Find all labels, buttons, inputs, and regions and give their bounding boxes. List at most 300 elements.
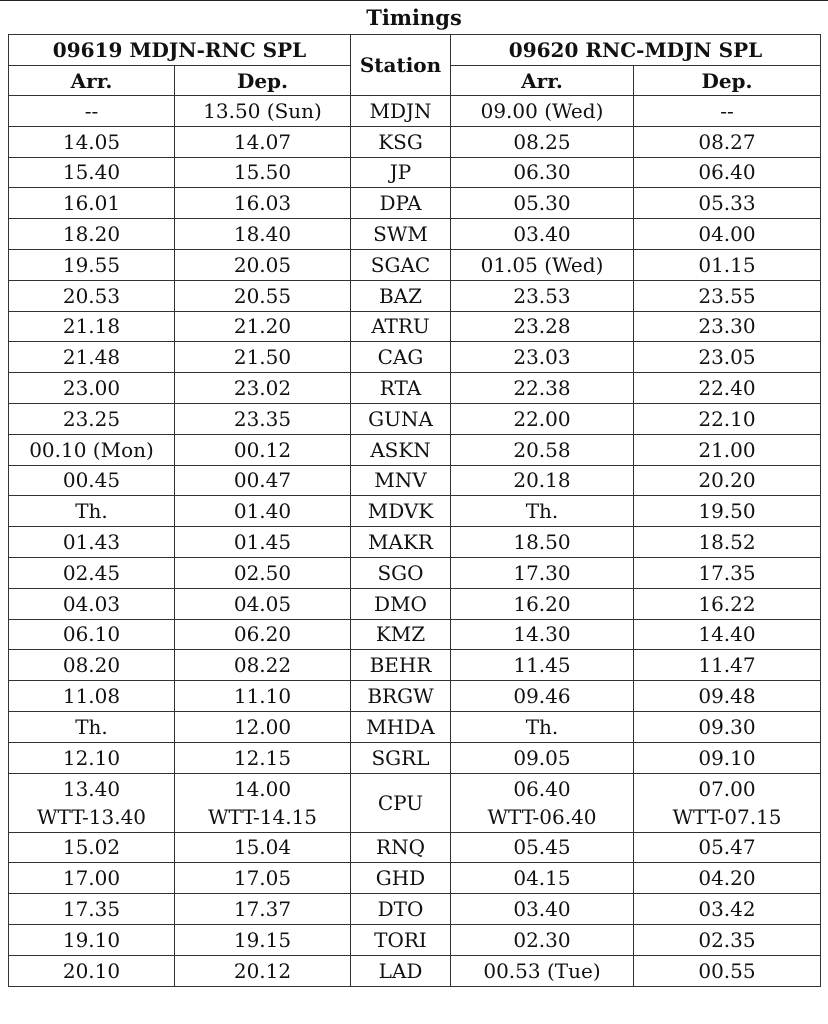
table-row [9,280,821,311]
table-row [9,832,821,863]
table-row [9,924,821,955]
up-arrival-cell [9,924,175,955]
station-cell [351,742,451,773]
station-cell-text: MHDA [366,714,435,739]
down-arrival-cell [451,832,634,863]
up-departure-cell-text: 14.07 [233,129,292,154]
down-departure-cell [634,249,821,280]
up-arrival-cell-text: 01.43 [62,530,121,555]
up-departure-cell [175,126,351,157]
down-departure-cell [634,681,821,712]
up-departure-cell-text: 21.50 [233,345,292,370]
station-cell [351,249,451,280]
up-arrival-cell [9,219,175,250]
up-departure-cell-text: 23.02 [233,376,292,401]
up-arrival-cell [9,342,175,373]
down-arrival-cell [451,773,634,832]
up-departure-cell-text: 11.10 [233,684,292,709]
up-departure-cell [175,527,351,558]
up-departure-cell-wtt-text: WTT-14.15 [207,804,318,829]
down-arrival-cell [451,588,634,619]
table-row [9,496,821,527]
up-arrival-cell-text: 19.10 [62,927,121,952]
down-departure-cell [634,434,821,465]
up-arrival-cell [9,434,175,465]
up-departure-cell-text: 18.40 [233,222,292,247]
up-arrival-cell [9,157,175,188]
station-cell-text: MNV [374,468,427,493]
station-header: Station [351,35,451,96]
table-row [9,465,821,496]
down-arrival-cell [451,955,634,986]
station-cell-text: SWM [373,222,428,247]
station-cell-text: GHD [375,866,426,891]
down-departure-cell [634,188,821,219]
up-departure-cell [175,157,351,188]
up-arrival-cell-text: 02.45 [62,560,121,585]
down-departure-cell-text: 05.33 [698,191,756,216]
table-row [9,527,821,558]
station-cell-text: DPA [379,191,422,216]
up-departure-cell [175,955,351,986]
up-arrival-cell [9,742,175,773]
up-arrival-cell-text: Th. [75,499,108,524]
station-cell [351,373,451,404]
station-cell [351,280,451,311]
up-departure-cell [175,894,351,925]
down-arrival-cell [451,711,634,742]
down-departure-cell-text: 17.35 [698,560,756,585]
down-arrival-cell-text: 23.53 [513,283,571,308]
up-dep-header: Dep. [175,66,351,96]
down-departure-cell [634,650,821,681]
station-cell [351,588,451,619]
down-arrival-cell [451,742,634,773]
down-departure-cell [634,773,821,832]
down-departure-cell [634,894,821,925]
down-departure-cell-text: 08.27 [698,129,756,154]
up-arrival-cell-text: Th. [75,714,108,739]
table-row [9,219,821,250]
up-departure-cell-text: 14.00 [233,776,292,801]
down-arrival-cell-text: 09.46 [513,684,571,709]
station-cell-text: MDJN [369,98,432,123]
down-arrival-cell-text: 14.30 [513,622,571,647]
up-arrival-cell [9,619,175,650]
up-departure-cell-text: 16.03 [233,191,292,216]
station-cell-text: BEHR [369,653,432,678]
table-row [9,711,821,742]
down-arrival-cell-text: 00.53 (Tue) [483,958,601,983]
down-arrival-cell-text: 09.05 [513,745,571,770]
station-cell-text: CAG [377,345,424,370]
up-arrival-cell-text: 19.55 [62,252,121,277]
station-cell [351,157,451,188]
up-departure-cell [175,619,351,650]
down-arrival-cell-text: 16.20 [513,591,571,616]
up-arrival-cell [9,403,175,434]
down-arrival-cell [451,924,634,955]
down-departure-cell-text: -- [720,98,734,123]
down-arrival-cell [451,863,634,894]
down-arrival-cell-text: 04.15 [513,866,571,891]
down-departure-cell [634,157,821,188]
table-row [9,742,821,773]
station-cell [351,527,451,558]
up-departure-cell [175,832,351,863]
down-departure-cell [634,955,821,986]
up-arrival-cell [9,863,175,894]
down-departure-cell [634,496,821,527]
up-arrival-cell-text: 00.45 [62,468,121,493]
up-departure-cell-text: 01.45 [233,530,292,555]
down-departure-cell [634,126,821,157]
up-departure-cell [175,742,351,773]
down-arrival-cell [451,280,634,311]
down-departure-cell-text: 05.47 [698,835,756,860]
up-departure-cell-text: 02.50 [233,560,292,585]
down-departure-cell-text: 14.40 [698,622,756,647]
up-departure-cell [175,434,351,465]
station-cell [351,773,451,832]
station-cell [351,832,451,863]
up-arrival-cell-text: 16.01 [62,191,121,216]
up-arrival-cell-text: 08.20 [62,653,121,678]
down-arrival-cell-text: 23.28 [513,314,571,339]
up-departure-cell [175,249,351,280]
table-row [9,249,821,280]
table-row [9,342,821,373]
up-departure-cell-text: 21.20 [233,314,292,339]
up-departure-cell [175,465,351,496]
station-cell [351,924,451,955]
table-row [9,650,821,681]
down-arrival-cell [451,434,634,465]
up-departure-cell-text: 04.05 [233,591,292,616]
up-departure-cell-text: 20.05 [233,252,292,277]
up-arrival-cell-text: 00.10 (Mon) [29,437,154,462]
down-departure-cell [634,832,821,863]
station-cell [351,863,451,894]
up-arrival-cell-text: 21.48 [62,345,121,370]
up-arrival-cell-text: 21.18 [62,314,121,339]
up-departure-cell-text: 15.50 [233,160,292,185]
up-arrival-cell-text: 23.25 [62,406,121,431]
up-departure-cell [175,924,351,955]
up-arrival-cell [9,681,175,712]
up-arr-header: Arr. [9,66,175,96]
table-row [9,96,821,127]
down-arrival-cell [451,557,634,588]
down-arrival-cell [451,894,634,925]
up-departure-cell [175,219,351,250]
up-departure-cell [175,311,351,342]
up-departure-cell [175,863,351,894]
up-arrival-cell-text: 04.03 [62,591,121,616]
down-arrival-cell-text: 20.58 [513,437,571,462]
up-arrival-cell [9,249,175,280]
up-arrival-cell-text: 15.02 [62,835,121,860]
table-row [9,403,821,434]
up-arrival-cell [9,280,175,311]
up-arrival-cell [9,650,175,681]
up-arrival-cell [9,496,175,527]
station-cell [351,311,451,342]
down-arrival-cell [451,96,634,127]
station-cell-text: BRGW [367,684,434,709]
up-arrival-cell [9,373,175,404]
up-arrival-cell [9,894,175,925]
up-arrival-cell-text: 17.00 [62,866,121,891]
up-arrival-cell [9,832,175,863]
down-departure-cell [634,465,821,496]
down-arrival-cell [451,188,634,219]
up-departure-cell [175,650,351,681]
down-arrival-cell [451,496,634,527]
up-departure-cell-text: 15.04 [233,835,292,860]
up-arrival-cell [9,96,175,127]
table-row [9,126,821,157]
station-cell-text: SGO [377,560,424,585]
timings-table [8,34,821,987]
down-departure-cell [634,924,821,955]
station-cell [351,681,451,712]
station-cell-text: KMZ [375,622,426,647]
down-dep-header: Dep. [634,66,821,96]
station-cell [351,188,451,219]
down-arrival-cell-text: 03.40 [513,222,571,247]
down-departure-cell [634,342,821,373]
up-arrival-cell [9,955,175,986]
up-departure-cell-text: 12.15 [233,745,292,770]
table-row [9,557,821,588]
station-cell-text: DMO [374,591,427,616]
station-cell [351,465,451,496]
down-departure-cell-text: 16.22 [698,591,756,616]
down-departure-cell-text: 09.10 [698,745,756,770]
up-departure-cell-text: 17.05 [233,866,292,891]
up-arrival-cell [9,126,175,157]
down-arrival-cell-text: Th. [525,714,559,739]
table-row [9,773,821,832]
down-arrival-cell [451,311,634,342]
station-cell-text: BAZ [378,283,423,308]
up-arrival-cell-text: 15.40 [62,160,121,185]
down-departure-cell-text: 23.55 [698,283,756,308]
station-cell [351,619,451,650]
station-cell [351,711,451,742]
up-arrival-cell [9,773,175,832]
up-departure-cell-text: 06.20 [233,622,292,647]
down-departure-cell-text: 04.00 [698,222,756,247]
down-departure-cell-text: 06.40 [698,160,756,185]
down-departure-cell [634,311,821,342]
up-arrival-cell-text: 12.10 [62,745,121,770]
down-departure-cell [634,373,821,404]
down-departure-cell [634,527,821,558]
station-cell-text: SGRL [371,745,430,770]
up-train-header: 09619 MDJN-RNC SPL [9,35,351,66]
down-arrival-cell-text: 03.40 [513,897,571,922]
down-departure-cell-text: 21.00 [698,437,756,462]
up-arrival-cell [9,311,175,342]
down-arrival-cell [451,342,634,373]
page-title: Timings [0,0,828,35]
table-row [9,434,821,465]
down-arrival-cell [451,681,634,712]
up-arrival-cell-text: -- [84,98,99,123]
down-departure-cell-text: 23.05 [698,345,756,370]
up-departure-cell [175,681,351,712]
down-arrival-cell [451,373,634,404]
down-departure-cell [634,863,821,894]
station-cell-text: CPU [377,790,424,815]
table-row [9,955,821,986]
down-arrival-cell-text: 23.03 [513,345,571,370]
up-arrival-cell [9,527,175,558]
down-departure-cell-text: 07.00 [698,776,756,801]
up-arrival-cell-text: 17.35 [62,897,121,922]
up-departure-cell [175,711,351,742]
table-row [9,157,821,188]
up-departure-cell-text: 12.00 [233,714,292,739]
down-arrival-cell-text: Th. [525,499,559,524]
up-departure-cell [175,588,351,619]
up-arrival-cell-text: 13.40 [62,776,121,801]
down-arrival-cell-text: 09.00 (Wed) [480,98,604,123]
down-departure-cell-text: 09.30 [698,714,756,739]
station-cell-text: KSG [378,129,423,154]
down-departure-cell [634,742,821,773]
timings-body [9,96,821,987]
down-arrival-cell-text: 20.18 [513,468,571,493]
station-cell [351,342,451,373]
up-arrival-cell-text: 20.10 [62,958,121,983]
down-arrival-cell [451,465,634,496]
down-arrival-cell-text: 11.45 [513,653,571,678]
table-row [9,188,821,219]
up-departure-cell-text: 01.40 [233,499,292,524]
down-train-header: 09620 RNC-MDJN SPL [451,35,821,66]
down-arrival-cell-text: 06.30 [513,160,571,185]
down-departure-cell [634,403,821,434]
down-arrival-cell [451,650,634,681]
down-arrival-cell-text: 22.00 [513,406,571,431]
down-departure-cell [634,219,821,250]
up-arrival-cell-text: 20.53 [62,283,121,308]
down-departure-cell [634,619,821,650]
down-departure-cell [634,588,821,619]
station-cell [351,219,451,250]
down-arrival-cell-text: 06.40 [513,776,571,801]
up-arrival-cell [9,557,175,588]
up-departure-cell [175,773,351,832]
down-arrival-cell-text: 02.30 [513,927,571,952]
down-arrival-cell-wtt-text: WTT-06.40 [487,804,597,829]
down-departure-cell [634,280,821,311]
down-arrival-cell [451,126,634,157]
station-cell [351,126,451,157]
up-arrival-cell-text: 18.20 [62,222,121,247]
station-cell-text: RTA [379,376,422,401]
down-arrival-cell-text: 05.45 [513,835,571,860]
down-arrival-cell-text: 18.50 [513,530,571,555]
station-cell-text: JP [389,160,412,185]
down-departure-cell [634,96,821,127]
up-departure-cell [175,373,351,404]
up-arrival-cell-wtt-text: WTT-13.40 [36,804,147,829]
up-arrival-cell-text: 11.08 [62,684,121,709]
up-departure-cell-text: 20.12 [233,958,292,983]
up-departure-cell-text: 08.22 [233,653,292,678]
table-row [9,863,821,894]
station-cell [351,403,451,434]
down-departure-cell-text: 00.55 [698,958,756,983]
station-cell-text: ASKN [370,437,431,462]
down-departure-cell-text: 19.50 [698,499,756,524]
station-cell-text: MDVK [367,499,434,524]
down-departure-cell-text: 22.10 [698,406,756,431]
table-row [9,311,821,342]
down-arrival-cell-text: 17.30 [513,560,571,585]
station-cell-text: SGAC [370,252,431,277]
down-departure-cell-text: 04.20 [698,866,756,891]
up-departure-cell-text: 13.50 (Sun) [203,98,322,123]
station-cell [351,955,451,986]
up-arrival-cell-text: 14.05 [62,129,121,154]
up-departure-cell [175,342,351,373]
down-departure-cell-text: 18.52 [698,530,756,555]
station-cell-text: RNQ [376,835,425,860]
down-arrival-cell [451,157,634,188]
down-departure-cell [634,711,821,742]
station-cell [351,434,451,465]
station-cell-text: LAD [378,958,423,983]
station-cell-text: MAKR [368,530,433,555]
down-arrival-cell [451,527,634,558]
station-cell [351,557,451,588]
down-departure-cell-text: 23.30 [698,314,756,339]
up-arrival-cell-text: 23.00 [62,376,121,401]
station-cell-text: GUNA [368,406,433,431]
down-arrival-cell-text: 22.38 [513,376,571,401]
down-departure-cell-text: 02.35 [698,927,756,952]
down-arr-header: Arr. [451,66,634,96]
down-departure-cell-text: 01.15 [698,252,756,277]
up-arrival-cell [9,465,175,496]
table-row [9,894,821,925]
up-departure-cell-text: 00.47 [233,468,292,493]
up-departure-cell [175,557,351,588]
up-departure-cell [175,496,351,527]
up-arrival-cell [9,711,175,742]
down-arrival-cell-text: 05.30 [513,191,571,216]
up-departure-cell [175,188,351,219]
station-cell-text: TORI [374,927,427,952]
station-cell [351,894,451,925]
down-departure-cell-text: 20.20 [698,468,756,493]
up-arrival-cell [9,188,175,219]
station-cell [351,496,451,527]
table-row [9,588,821,619]
table-row [9,619,821,650]
down-arrival-cell [451,403,634,434]
up-departure-cell-text: 20.55 [233,283,292,308]
down-departure-cell-text: 03.42 [698,897,756,922]
station-cell [351,96,451,127]
up-departure-cell-text: 23.35 [233,406,292,431]
up-departure-cell-text: 19.15 [233,927,292,952]
